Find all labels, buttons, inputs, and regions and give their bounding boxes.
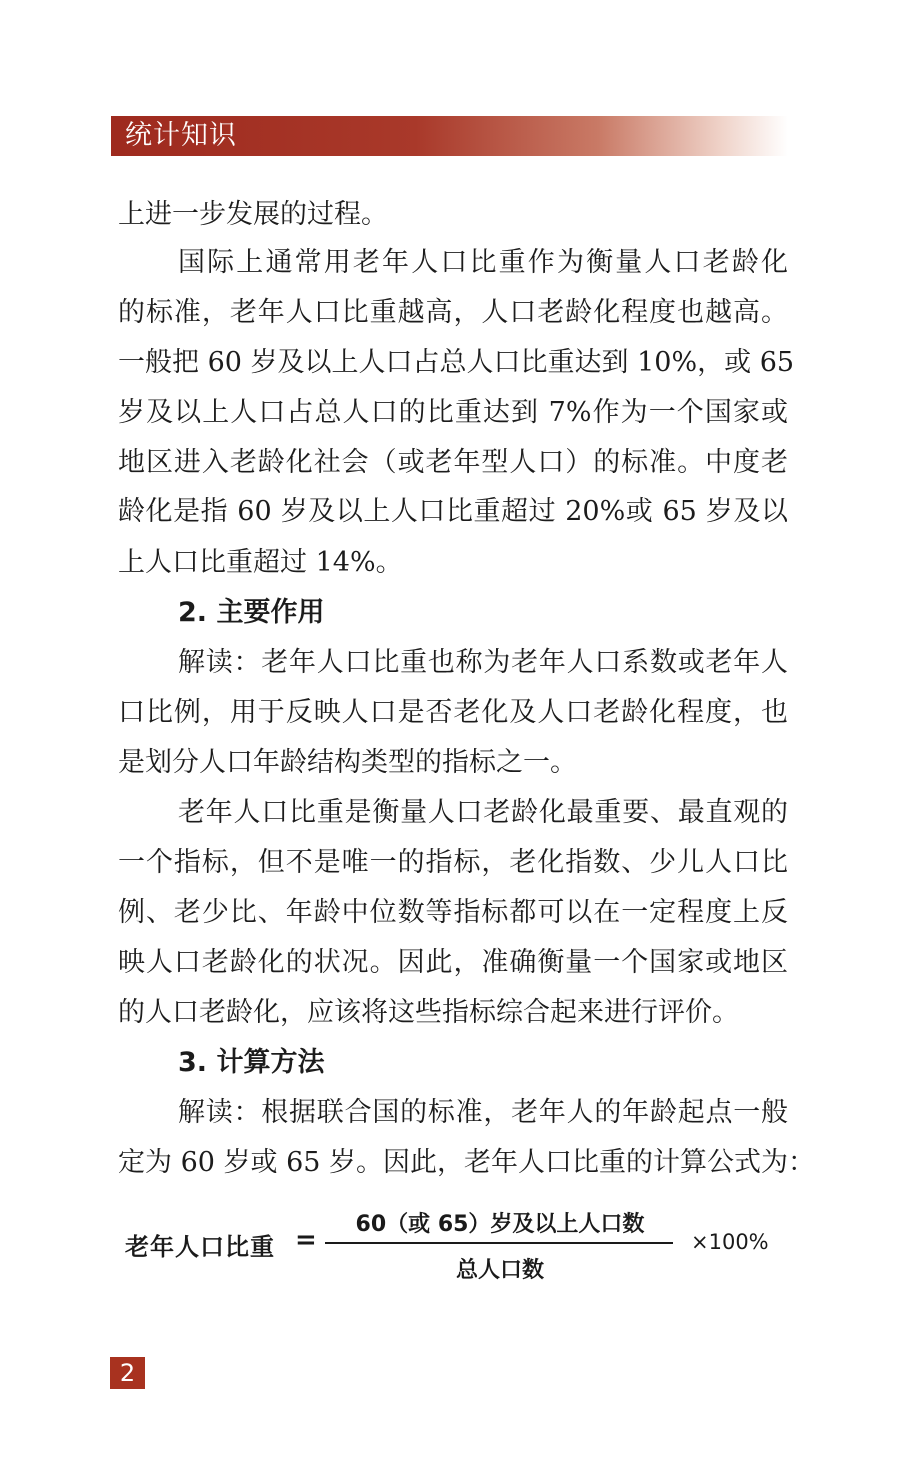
text-line: 龄化是指 60 岁及以上人口比重超过 20%或 65 岁及以 [118,496,788,527]
page-number: 2 [110,1357,145,1389]
fraction-bar [325,1242,673,1244]
text-line: 一个指标，但不是唯一的指标，老化指数、少儿人口比 [118,847,788,878]
text-line: 地区进入老龄化社会（或老年型人口）的标准。中度老 [118,447,788,478]
text-line: 岁及以上人口占总人口的比重达到 7%作为一个国家或 [118,397,788,428]
text-line: 口比例，用于反映人口是否老化及人口老龄化程度，也 [118,697,788,728]
text-line: 一般把 60 岁及以上人口占总人口比重达到 10%，或 65 [118,347,795,378]
formula [125,1205,785,1285]
section-header-band [111,116,788,156]
text-line: 解读：根据联合国的标准，老年人的年龄起点一般 [178,1097,788,1128]
text-line: 定为 60 岁或 65 岁。因此，老年人口比重的计算公式为： [118,1147,816,1178]
formula-lhs: 老年人口比重 [125,1233,275,1261]
section-title: 统计知识 [125,120,237,151]
formula-numerator: 60（或 65）岁及以上人口数 [355,1212,645,1237]
text-line: 国际上通常用老年人口比重作为衡量人口老龄化 [178,247,788,278]
section-heading: 3. 计算方法 [178,1047,325,1078]
section-heading: 2. 主要作用 [178,597,325,628]
text-line: 的人口老龄化，应该将这些指标综合起来进行评价。 [118,997,739,1028]
text-line: 的标准，老年人口比重越高，人口老龄化程度也越高。 [118,297,788,328]
text-line: 映人口老龄化的状况。因此，准确衡量一个国家或地区 [118,947,788,978]
text-line: 解读：老年人口比重也称为老年人口系数或老年人 [178,647,788,678]
formula-multiplier: ×100% [691,1230,769,1254]
text-line: 例、老少比、年龄中位数等指标都可以在一定程度上反 [118,897,788,928]
formula-denominator: 总人口数 [455,1258,544,1283]
formula-equals: = [295,1225,317,1255]
text-line: 上进一步发展的过程。 [118,199,388,230]
text-line: 上人口比重超过 14%。 [118,547,403,578]
text-line: 是划分人口年龄结构类型的指标之一。 [118,747,577,778]
text-line: 老年人口比重是衡量人口老龄化最重要、最直观的 [178,797,788,828]
